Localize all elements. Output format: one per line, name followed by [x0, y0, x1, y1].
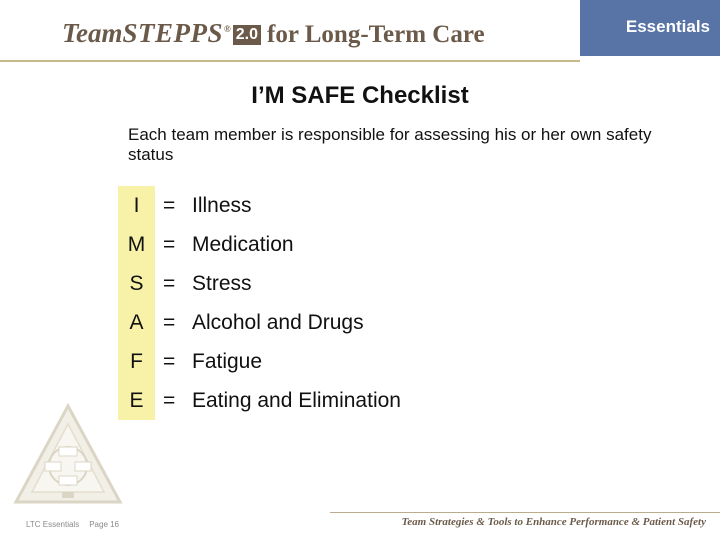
checklist-letter: M [127, 233, 146, 256]
checklist-letter: I [133, 194, 140, 217]
checklist-letter: F [130, 350, 143, 373]
checklist-equals: = [163, 311, 176, 334]
checklist-word: Stress [192, 272, 252, 295]
checklist-letter: A [129, 311, 144, 334]
checklist-equals: = [163, 350, 176, 373]
brand-subtitle: for Long-Term Care [267, 21, 485, 48]
footer-left [26, 520, 129, 529]
checklist-row-illness [118, 188, 638, 227]
teamstepps-triangle-logo-icon [12, 402, 124, 510]
footer-course: LTC Essentials [26, 520, 80, 529]
header-divider [0, 60, 580, 62]
checklist-word: Eating and Elimination [192, 389, 401, 412]
footer-divider [330, 512, 720, 513]
essentials-badge [580, 0, 720, 56]
teamstepps-brand [62, 18, 485, 49]
slide-title: I’M SAFE Checklist [251, 82, 469, 109]
brand-version: 2.0 [233, 25, 261, 45]
checklist-letter: S [129, 272, 144, 295]
checklist-row-medication [118, 227, 638, 266]
checklist-word: Alcohol and Drugs [192, 311, 364, 334]
checklist-letter: E [129, 389, 144, 412]
slide-intro: Each team member is responsible for assessing his or her own safety status [128, 125, 652, 164]
footer-bar [330, 508, 720, 540]
checklist-equals: = [163, 272, 176, 295]
checklist-equals: = [163, 233, 176, 256]
checklist-row-eating [118, 383, 638, 422]
brand-stepps: STEPPS [122, 18, 224, 48]
checklist-row-fatigue [118, 344, 638, 383]
brand-team: Team [62, 18, 123, 48]
checklist [118, 188, 638, 422]
footer-tagline: Team Strategies & Tools to Enhance Performance & Patient Safety [401, 516, 706, 528]
checklist-word: Medication [192, 233, 294, 256]
slide-header [0, 0, 720, 62]
checklist-word: Illness [192, 194, 252, 217]
checklist-equals: = [163, 194, 176, 217]
brand-registered: ® [224, 24, 231, 34]
checklist-word: Fatigue [192, 350, 263, 373]
checklist-row-stress [118, 266, 638, 305]
checklist-equals: = [163, 389, 176, 412]
checklist-row-alcohol [118, 305, 638, 344]
footer-page: Page 16 [89, 520, 120, 529]
essentials-badge-label: Essentials [625, 17, 710, 36]
